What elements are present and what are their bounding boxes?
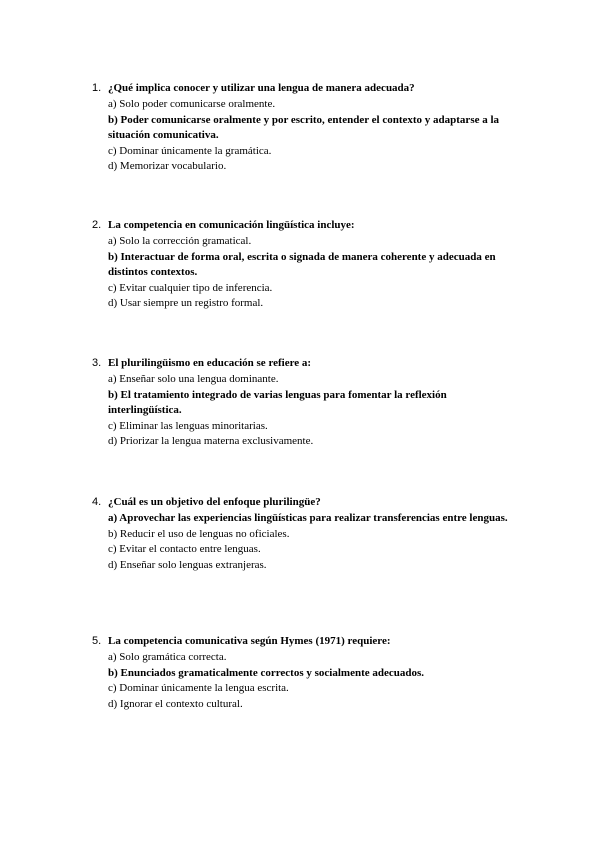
question-text: La competencia en comunicación lingüística incluye: xyxy=(108,219,355,231)
option-d: d) Enseñar solo lenguas extranjeras. xyxy=(108,558,267,571)
option-c: c) Evitar el contacto entre lenguas. xyxy=(108,543,261,555)
question-header xyxy=(92,80,512,96)
question-text: El plurilingüismo en educación se refiere a: xyxy=(108,357,312,369)
question-number: 2. xyxy=(92,219,102,231)
question-1 xyxy=(92,80,512,175)
option-b-correct: b) Interactuar de forma oral, escrita o signada de manera coherente y adecuada en distintos contextos. xyxy=(108,250,496,278)
question-text: ¿Cuál es un objetivo del enfoque plurilingüe? xyxy=(108,496,321,508)
question-header xyxy=(92,217,512,233)
question-2 xyxy=(92,217,512,312)
question-4 xyxy=(92,494,512,573)
question-number: 1. xyxy=(92,82,102,94)
option-c: c) Evitar cualquier tipo de inferencia. xyxy=(108,281,273,294)
question-header xyxy=(92,494,512,510)
option-a: a) Solo poder comunicarse oralmente. xyxy=(108,98,276,110)
question-header xyxy=(92,355,512,371)
option-c: c) Eliminar las lenguas minoritarias. xyxy=(108,419,268,432)
question-number: 5. xyxy=(92,635,102,647)
question-text: La competencia comunicativa según Hymes (1971) requiere: xyxy=(108,635,391,647)
option-d: d) Priorizar la lengua materna exclusivamente. xyxy=(108,435,314,447)
option-a: a) Enseñar solo una lengua dominante. xyxy=(108,373,279,385)
options-list xyxy=(92,372,512,450)
question-text: ¿Qué implica conocer y utilizar una lengua de manera adecuada? xyxy=(108,82,415,94)
option-d: d) Memorizar vocabulario. xyxy=(108,160,227,172)
option-b: b) Reducir el uso de lenguas no oficiales. xyxy=(108,527,290,540)
option-a: a) Solo gramática correcta. xyxy=(108,651,227,663)
option-b-correct: b) El tratamiento integrado de varias lenguas para fomentar la reflexión interlingüística. xyxy=(108,388,447,416)
options-list xyxy=(92,650,512,712)
question-number: 4. xyxy=(92,496,102,508)
question-3 xyxy=(92,355,512,450)
option-a-correct: a) Aprovechar las experiencias lingüísticas para realizar transferencias entre lenguas. xyxy=(108,512,508,524)
option-c: c) Dominar únicamente la gramática. xyxy=(108,144,272,157)
option-b-correct: b) Poder comunicarse oralmente y por escrito, entender el contexto y adaptarse a la situación comunicativa. xyxy=(108,113,500,141)
option-b-correct: b) Enunciados gramaticalmente correctos y socialmente adecuados. xyxy=(108,666,425,679)
option-c: c) Dominar únicamente la lengua escrita. xyxy=(108,682,289,694)
options-list xyxy=(92,234,512,312)
question-5 xyxy=(92,633,512,712)
options-list xyxy=(92,97,512,175)
options-list xyxy=(92,511,512,573)
question-number: 3. xyxy=(92,357,102,369)
option-d: d) Usar siempre un registro formal. xyxy=(108,297,264,309)
option-a: a) Solo la corrección gramatical. xyxy=(108,235,252,247)
question-header xyxy=(92,633,512,649)
option-d: d) Ignorar el contexto cultural. xyxy=(108,697,243,710)
